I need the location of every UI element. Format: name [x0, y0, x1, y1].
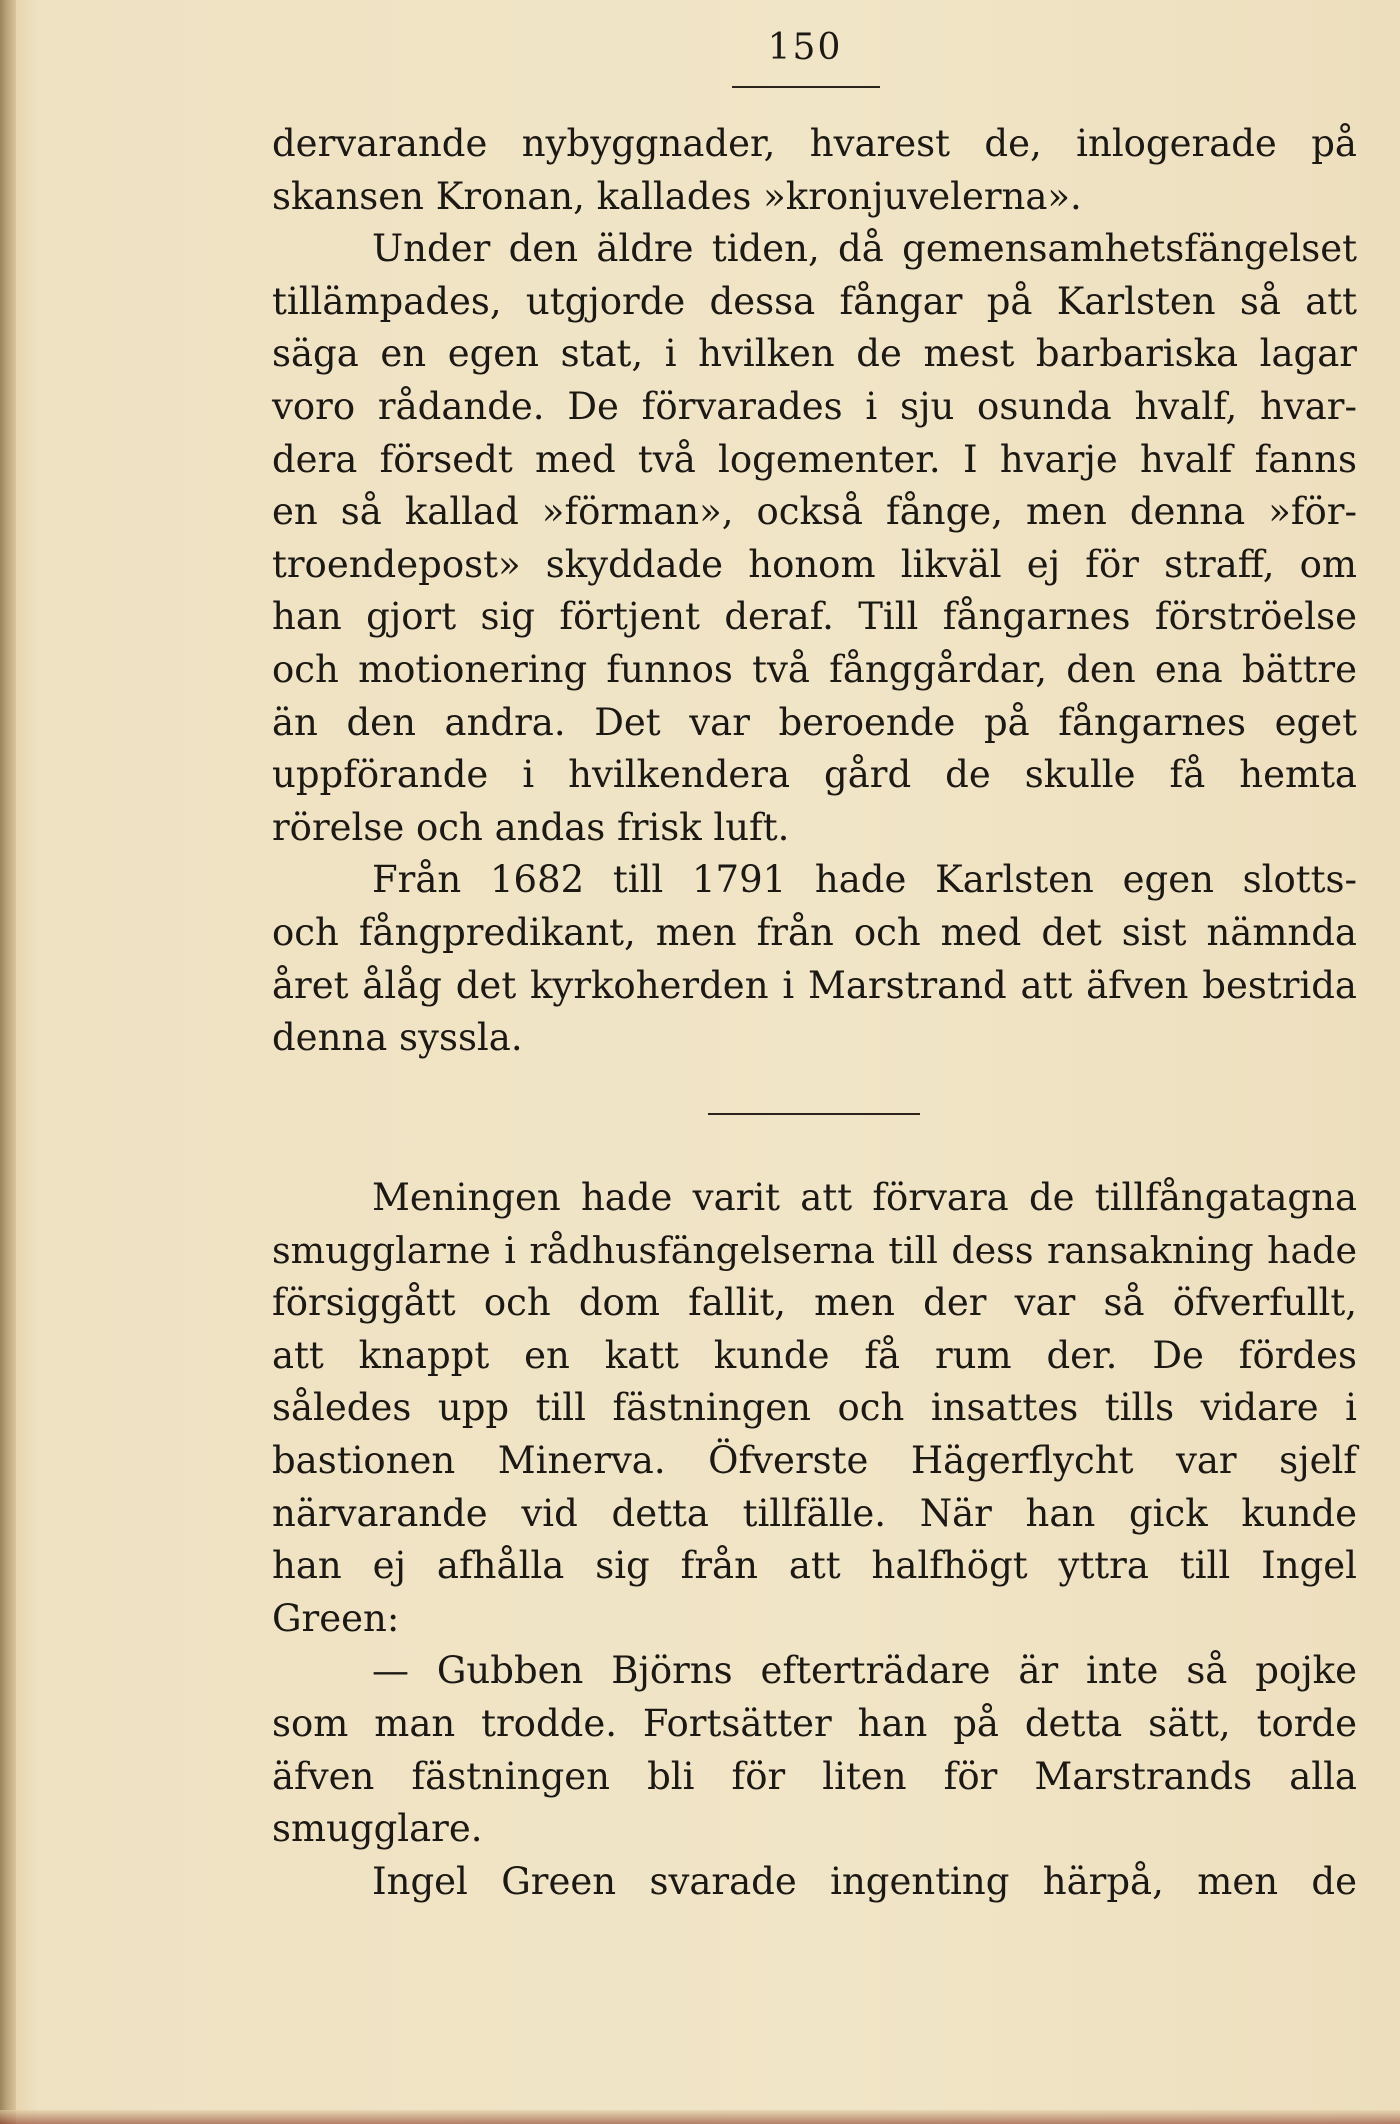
text-line: att knappt en katt kunde få rum der. De fördes	[272, 1333, 1357, 1377]
text-section-1	[272, 118, 1357, 1065]
text-line: närvarande vid detta tillfälle. När han gick kunde	[272, 1491, 1357, 1535]
text-line: Från 1682 till 1791 hade Karlsten egen slotts-	[372, 858, 1357, 902]
text-line: dera försedt med två logementer. I hvarje hvalf fanns	[272, 437, 1357, 481]
text-section-2	[272, 1172, 1357, 1908]
text-line: och fångpredikant, men från och med det sist nämnda	[272, 910, 1357, 954]
text-line: han gjort sig förtjent deraf. Till fångarnes förströelse	[272, 595, 1357, 639]
page-bottom-edge	[0, 2110, 1400, 2124]
text-line: således upp till fästningen och insattes tills vidare i	[272, 1386, 1357, 1430]
page-binding-edge	[0, 0, 16, 2124]
text-line: smugglarne i rådhusfängelserna till dess ransakning hade	[272, 1228, 1357, 1272]
text-line: uppförande i hvilkendera gård de skulle få hemta	[272, 753, 1357, 797]
text-line: voro rådande. De förvarades i sju osunda hvalf, hvar-	[272, 384, 1357, 428]
section-divider	[708, 1113, 920, 1115]
text-line: än den andra. Det var beroende på fångarnes eget	[272, 700, 1357, 744]
text-line: denna syssla.	[272, 1016, 523, 1060]
text-line: Green:	[272, 1596, 400, 1640]
text-line: bastionen Minerva. Öfverste Hägerflycht var sjelf	[272, 1438, 1357, 1482]
text-line: året ålåg det kyrkoherden i Marstrand att äfven bestrida	[272, 963, 1357, 1007]
text-line: Ingel Green svarade ingenting härpå, men de	[372, 1859, 1357, 1903]
page-number: 150	[767, 27, 843, 68]
page-number-underline	[732, 86, 880, 88]
text-line: en så kallad »förman», också fånge, men denna »för-	[272, 490, 1357, 534]
text-line: säga en egen stat, i hvilken de mest barbariska lagar	[272, 332, 1357, 376]
text-line: Meningen hade varit att förvara de tillfångatagna	[372, 1176, 1357, 1219]
text-line: troendepost» skyddade honom likväl ej för straff, om	[272, 542, 1357, 586]
text-line: dervarande nybyggnader, hvarest de, inlogerade på	[272, 122, 1357, 165]
text-line: skansen Kronan, kallades »kronjuvelerna».	[272, 174, 1082, 218]
text-line: han ej afhålla sig från att halfhögt yttra till Ingel	[272, 1544, 1357, 1588]
text-line: försiggått och dom fallit, men der var så öfverfullt,	[272, 1281, 1357, 1325]
text-line: äfven fästningen bli för liten för Marstrands alla	[272, 1754, 1357, 1798]
text-line: rörelse och andas frisk luft.	[272, 805, 790, 849]
text-line: tillämpades, utgjorde dessa fångar på Karlsten så att	[272, 279, 1357, 323]
text-line: och motionering funnos två fånggårdar, den ena bättre	[272, 647, 1357, 691]
text-line: Under den äldre tiden, då gemensamhetsfängelset	[372, 227, 1357, 271]
text-line: som man trodde. Fortsätter han på detta sätt, torde	[272, 1701, 1357, 1745]
text-line: — Gubben Björns efterträdare är inte så pojke	[372, 1649, 1357, 1693]
text-line: smugglare.	[272, 1807, 483, 1851]
